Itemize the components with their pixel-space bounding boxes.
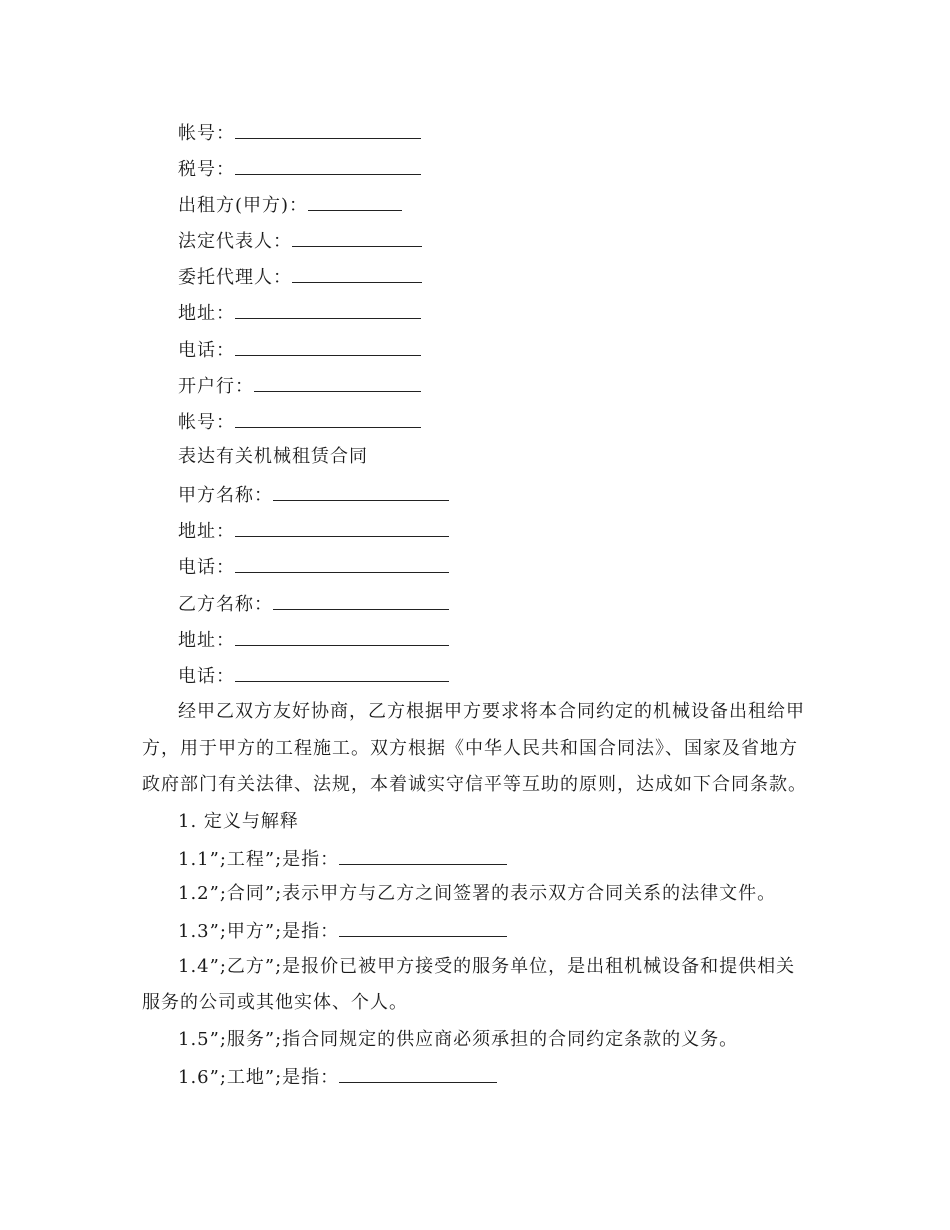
bank-blank — [254, 373, 421, 392]
lessor-blank — [308, 192, 402, 211]
account-line — [178, 120, 421, 146]
party-a-address-label: 地址： — [178, 521, 235, 542]
tax-blank — [235, 156, 421, 175]
party-a-phone-line — [178, 554, 449, 580]
phone-line — [178, 337, 421, 363]
account2-blank — [235, 409, 421, 428]
contract-title: 表达有关机械租赁合同 — [178, 446, 368, 467]
lessor-line — [178, 192, 402, 218]
party-a-address-blank — [235, 518, 449, 537]
legal-rep-label: 法定代表人： — [178, 231, 292, 252]
party-b-phone-blank — [235, 663, 449, 682]
party-b-phone-label: 电话： — [178, 666, 235, 687]
section-definitions-heading: 1. 定义与解释 — [178, 811, 299, 832]
tax-line — [178, 156, 421, 182]
party-a-phone-label: 电话： — [178, 557, 235, 578]
account-label: 帐号： — [178, 123, 235, 144]
intro-line-3: 政府部门有关法律、法规，本着诚实守信平等互助的原则，达成如下合同条款。 — [142, 774, 807, 795]
tax-label: 税号： — [178, 159, 235, 180]
account2-label: 帐号： — [178, 412, 235, 433]
intro-line-1: 经甲乙双方友好协商，乙方根据甲方要求将本合同约定的机械设备出租给甲 — [178, 701, 805, 722]
party-b-address-blank — [235, 627, 449, 646]
party-b-name-line — [178, 591, 449, 617]
clause-1-3 — [178, 918, 507, 944]
account2-line — [178, 409, 421, 435]
agent-line — [178, 264, 422, 290]
address-blank — [235, 300, 421, 319]
legal-rep-line — [178, 228, 422, 254]
phone-blank — [235, 337, 421, 356]
agent-label: 委托代理人： — [178, 267, 292, 288]
address-line — [178, 300, 421, 326]
account-blank — [235, 120, 421, 139]
party-b-address-line — [178, 627, 449, 653]
clause-1-3-text: 1.3”;甲方”;是指： — [178, 921, 340, 942]
address-label: 地址： — [178, 303, 235, 324]
clause-1-2: 1.2”;合同”;表示甲方与乙方之间签署的表示双方合同关系的法律文件。 — [178, 883, 777, 904]
party-b-name-label: 乙方名称： — [178, 594, 273, 615]
clause-1-3-blank — [339, 918, 507, 937]
clause-1-5: 1.5”;服务”;指合同规定的供应商必须承担的合同约定条款的义务。 — [178, 1029, 739, 1050]
party-a-phone-blank — [235, 554, 449, 573]
party-b-name-blank — [273, 591, 449, 610]
party-a-name-label: 甲方名称： — [178, 485, 273, 506]
lessor-label: 出租方(甲方)： — [178, 195, 309, 216]
agent-blank — [292, 264, 422, 283]
legal-rep-blank — [292, 228, 422, 247]
clause-1-4-line-1: 1.4”;乙方”;是报价已被甲方接受的服务单位，是出租机械设备和提供相关 — [178, 956, 796, 977]
clause-1-1 — [178, 846, 507, 872]
phone-label: 电话： — [178, 340, 235, 361]
party-b-phone-line — [178, 663, 449, 689]
clause-1-6-blank — [339, 1064, 497, 1083]
clause-1-6 — [178, 1064, 497, 1090]
clause-1-4-line-2: 服务的公司或其他实体、个人。 — [142, 992, 408, 1013]
bank-label: 开户行： — [178, 376, 254, 397]
clause-1-1-text: 1.1”;工程”;是指： — [178, 849, 340, 870]
party-a-address-line — [178, 518, 449, 544]
party-a-name-blank — [273, 482, 449, 501]
bank-line — [178, 373, 421, 399]
clause-1-6-text: 1.6”;工地”;是指： — [178, 1067, 340, 1088]
intro-line-2: 方，用于甲方的工程施工。双方根据《中华人民共和国合同法》、国家及省地方 — [142, 738, 798, 759]
clause-1-1-blank — [339, 846, 507, 865]
party-a-name-line — [178, 482, 449, 508]
party-b-address-label: 地址： — [178, 630, 235, 651]
